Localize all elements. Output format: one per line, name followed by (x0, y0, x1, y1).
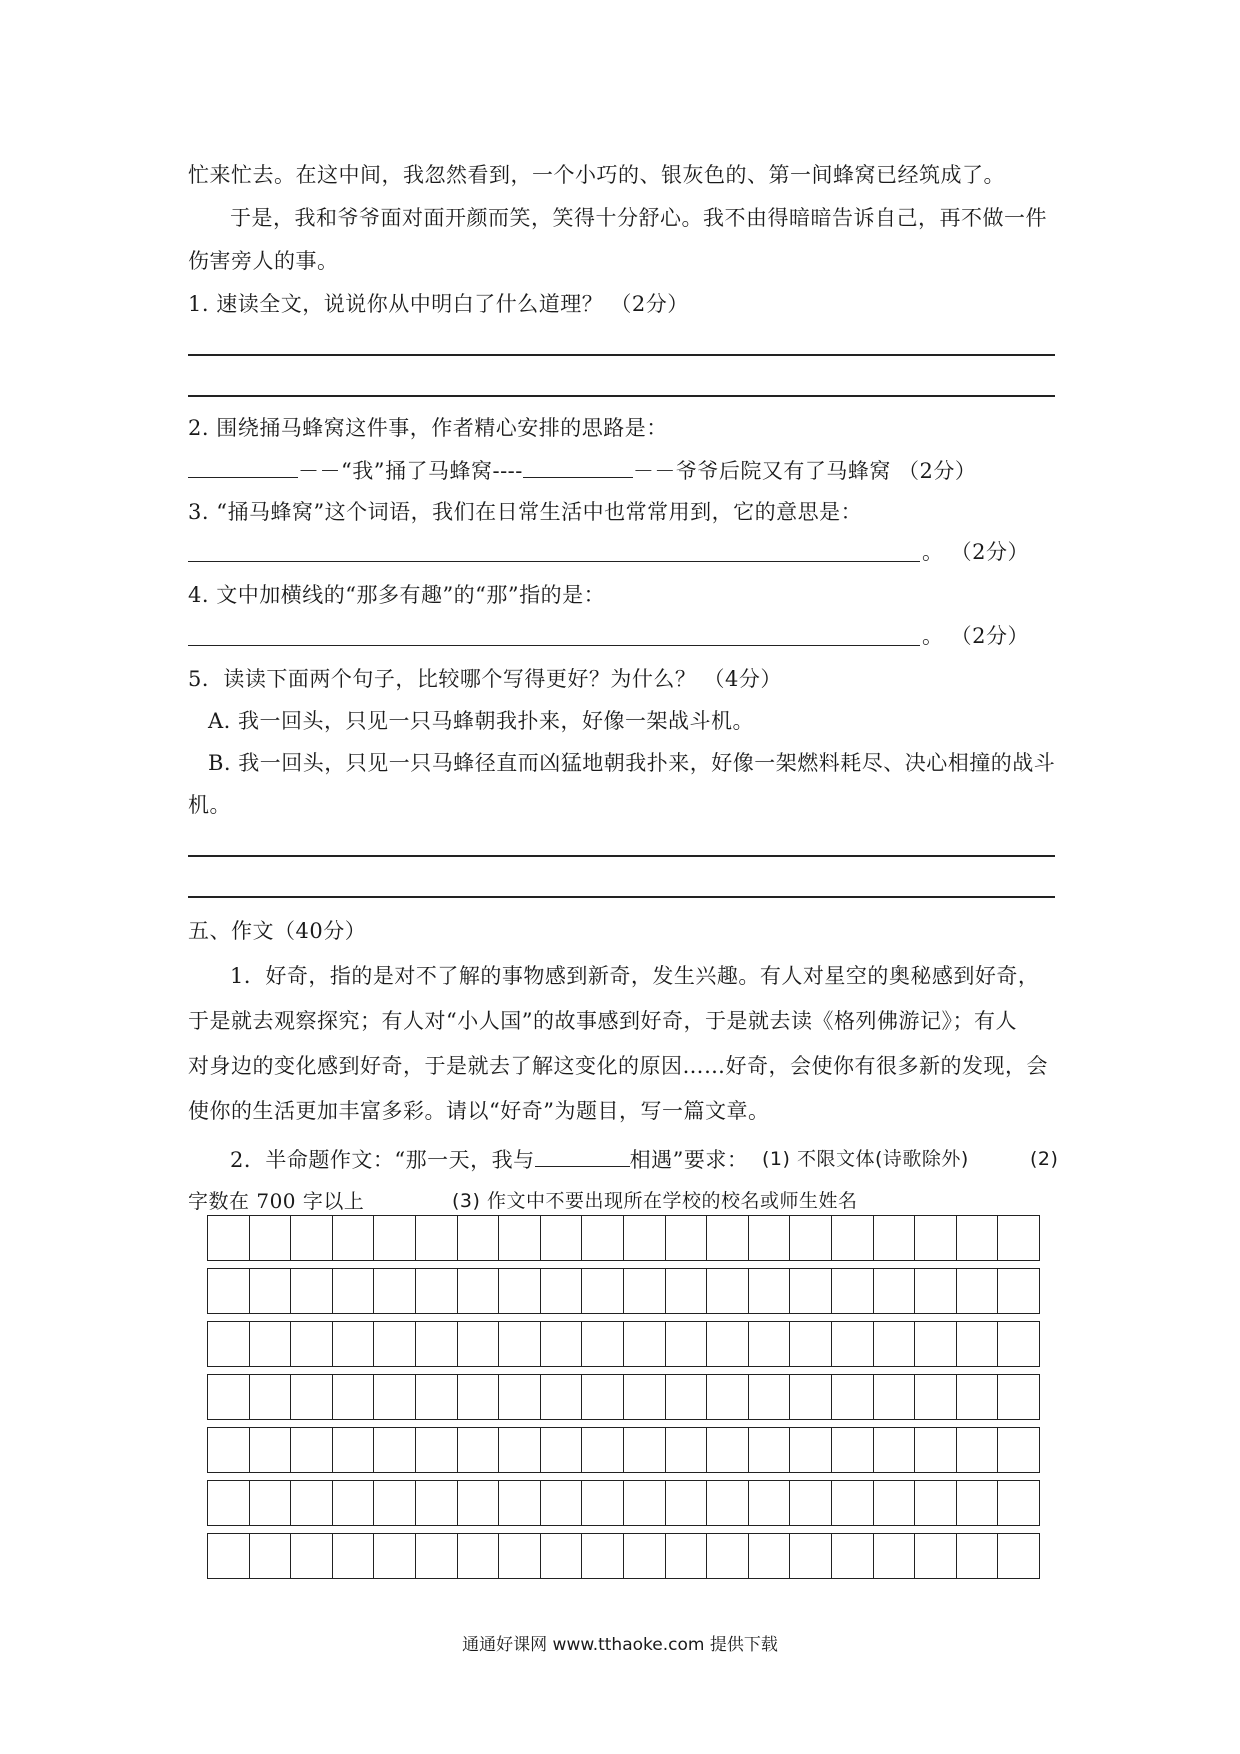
answer-line (188, 896, 1055, 898)
footer-credit: 通通好课网 www.tthaoke.com 提供下载 (462, 1635, 778, 1655)
grid-cell (290, 1269, 332, 1313)
grid-cell (373, 1375, 415, 1419)
grid-cell (207, 1428, 249, 1472)
question-3-score: 。 （2分） (922, 540, 1030, 564)
grid-cell (498, 1322, 540, 1366)
composition-prompt-1-line-4: 使你的生活更加丰富多彩。请以“好奇”为题目，写一篇文章。 (188, 1099, 770, 1123)
grid-cell (789, 1534, 831, 1578)
grid-cell (623, 1428, 665, 1472)
grid-cell (748, 1216, 790, 1260)
question-4-score: 。 （2分） (922, 624, 1030, 648)
grid-cell (748, 1481, 790, 1525)
grid-cell (706, 1322, 748, 1366)
answer-line (188, 395, 1055, 397)
grid-cell (623, 1216, 665, 1260)
grid-cell (290, 1428, 332, 1472)
grid-cell (748, 1269, 790, 1313)
fill-blank (188, 455, 298, 478)
grid-cell (873, 1322, 915, 1366)
requirement-2-number: (2) (1030, 1148, 1059, 1170)
grid-cell (249, 1534, 291, 1578)
grid-cell (665, 1534, 707, 1578)
grid-cell (956, 1534, 998, 1578)
grid-cell (914, 1534, 956, 1578)
grid-cell (249, 1375, 291, 1419)
grid-cell (706, 1375, 748, 1419)
grid-cell (498, 1481, 540, 1525)
sentence-a: A. 我一回头，只见一只马蜂朝我扑来，好像一架战斗机。 (208, 709, 755, 733)
grid-cell (498, 1428, 540, 1472)
grid-cell (706, 1534, 748, 1578)
grid-cell (706, 1269, 748, 1313)
grid-cell (540, 1216, 582, 1260)
grid-row (207, 1480, 1040, 1526)
grid-cell (457, 1375, 499, 1419)
grid-cell (249, 1428, 291, 1472)
answer-line (188, 855, 1055, 857)
grid-cell (831, 1481, 873, 1525)
grid-cell (789, 1216, 831, 1260)
grid-cell (540, 1375, 582, 1419)
grid-cell (415, 1269, 457, 1313)
grid-cell (540, 1428, 582, 1472)
grid-cell (748, 1322, 790, 1366)
question-2-sequence (188, 455, 976, 486)
grid-cell (498, 1269, 540, 1313)
grid-row (207, 1268, 1040, 1314)
grid-cell (997, 1481, 1040, 1525)
grid-cell (789, 1481, 831, 1525)
requirement-3: (3) 作文中不要出现所在学校的校名或师生姓名 (452, 1190, 858, 1212)
grid-cell (332, 1375, 374, 1419)
answer-line (188, 561, 920, 562)
grid-row (207, 1427, 1040, 1473)
composition-prompt-2-line-1 (230, 1144, 748, 1175)
grid-cell (914, 1216, 956, 1260)
grid-cell (373, 1269, 415, 1313)
grid-cell (332, 1428, 374, 1472)
grid-cell (457, 1322, 499, 1366)
grid-cell (373, 1216, 415, 1260)
composition-heading: 五、作文（40分） (188, 919, 367, 943)
grid-cell (623, 1322, 665, 1366)
grid-cell (290, 1375, 332, 1419)
sentence-b-line-1: B. 我一回头，只见一只马蜂径直而凶猛地朝我扑来，好像一架燃料耗尽、决心相撞的战斗 (208, 751, 1056, 775)
grid-cell (623, 1534, 665, 1578)
grid-cell (914, 1481, 956, 1525)
fill-blank (523, 455, 633, 478)
grid-cell (457, 1216, 499, 1260)
grid-row (207, 1533, 1040, 1579)
grid-cell (498, 1216, 540, 1260)
grid-cell (956, 1375, 998, 1419)
grid-cell (789, 1428, 831, 1472)
grid-cell (581, 1216, 623, 1260)
question-2: 2. 围绕捅马蜂窝这件事，作者精心安排的思路是： (188, 416, 668, 440)
grid-cell (332, 1534, 374, 1578)
composition-prompt-2-line-2: 字数在 700 字以上 (188, 1189, 365, 1213)
grid-cell (540, 1269, 582, 1313)
grid-cell (873, 1269, 915, 1313)
grid-cell (373, 1534, 415, 1578)
grid-cell (207, 1269, 249, 1313)
grid-cell (623, 1375, 665, 1419)
prompt-2-mid: 相遇”要求： (629, 1148, 749, 1172)
grid-cell (831, 1534, 873, 1578)
title-blank (535, 1144, 630, 1167)
answer-line (188, 645, 920, 646)
grid-row (207, 1321, 1040, 1367)
grid-cell (415, 1534, 457, 1578)
grid-cell (665, 1216, 707, 1260)
composition-prompt-1-line-2: 于是就去观察探究；有人对“小人国”的故事感到好奇，于是就去读《格列佛游记》；有人 (188, 1009, 1017, 1033)
sentence-b-line-2: 机。 (188, 793, 231, 817)
grid-cell (207, 1481, 249, 1525)
grid-cell (290, 1322, 332, 1366)
passage-line-2: 于是，我和爷爷面对面开颜而笑，笑得十分舒心。我不由得暗暗告诉自己，再不做一件 (230, 206, 1047, 230)
grid-row (207, 1374, 1040, 1420)
grid-cell (540, 1481, 582, 1525)
grid-cell (457, 1481, 499, 1525)
grid-cell (997, 1322, 1040, 1366)
grid-cell (997, 1428, 1040, 1472)
grid-cell (457, 1269, 499, 1313)
grid-cell (665, 1428, 707, 1472)
grid-cell (415, 1375, 457, 1419)
grid-cell (332, 1216, 374, 1260)
grid-cell (623, 1269, 665, 1313)
grid-cell (789, 1322, 831, 1366)
grid-cell (249, 1269, 291, 1313)
grid-cell (873, 1481, 915, 1525)
grid-cell (207, 1375, 249, 1419)
grid-cell (207, 1534, 249, 1578)
grid-cell (997, 1375, 1040, 1419)
composition-prompt-1-line-3: 对身边的变化感到好奇，于是就去了解这变化的原因……好奇，会使你有很多新的发现，会 (188, 1054, 1048, 1078)
grid-cell (789, 1269, 831, 1313)
grid-cell (581, 1428, 623, 1472)
composition-prompt-1-line-1: 1．好奇，指的是对不了解的事物感到新奇，发生兴趣。有人对星空的奥秘感到好奇， (230, 964, 1040, 988)
grid-cell (997, 1216, 1040, 1260)
grid-cell (457, 1428, 499, 1472)
grid-cell (249, 1216, 291, 1260)
question-5: 5．读读下面两个句子，比较哪个写得更好？为什么？ （4分） (188, 667, 782, 691)
grid-cell (789, 1375, 831, 1419)
grid-cell (290, 1534, 332, 1578)
grid-cell (415, 1481, 457, 1525)
grid-cell (373, 1322, 415, 1366)
grid-cell (665, 1375, 707, 1419)
prompt-2-start: 2．半命题作文：“那一天，我与 (230, 1148, 535, 1172)
grid-cell (873, 1375, 915, 1419)
grid-cell (706, 1216, 748, 1260)
grid-cell (831, 1428, 873, 1472)
question-2-mid: －－“我”捅了马蜂窝---- (298, 459, 523, 483)
grid-row (207, 1215, 1040, 1261)
grid-cell (207, 1322, 249, 1366)
grid-cell (748, 1428, 790, 1472)
grid-cell (332, 1269, 374, 1313)
grid-cell (249, 1322, 291, 1366)
answer-line (188, 354, 1055, 356)
grid-cell (914, 1269, 956, 1313)
grid-cell (207, 1216, 249, 1260)
grid-cell (956, 1216, 998, 1260)
grid-cell (581, 1269, 623, 1313)
grid-cell (706, 1481, 748, 1525)
grid-cell (956, 1322, 998, 1366)
grid-cell (540, 1322, 582, 1366)
grid-cell (665, 1481, 707, 1525)
grid-cell (540, 1534, 582, 1578)
grid-cell (332, 1322, 374, 1366)
question-2-end: －－爷爷后院又有了马蜂窝 （2分） (632, 459, 977, 483)
grid-cell (415, 1428, 457, 1472)
passage-line-1: 忙来忙去。在这中间，我忽然看到，一个小巧的、银灰色的、第一间蜂窝已经筑成了。 (188, 163, 1005, 187)
grid-cell (623, 1481, 665, 1525)
grid-cell (706, 1428, 748, 1472)
grid-cell (415, 1216, 457, 1260)
grid-cell (581, 1322, 623, 1366)
grid-cell (956, 1428, 998, 1472)
grid-cell (748, 1375, 790, 1419)
grid-cell (997, 1534, 1040, 1578)
grid-cell (831, 1216, 873, 1260)
grid-cell (748, 1534, 790, 1578)
grid-cell (373, 1428, 415, 1472)
grid-cell (873, 1428, 915, 1472)
grid-cell (498, 1375, 540, 1419)
grid-cell (581, 1534, 623, 1578)
question-3: 3. “捅马蜂窝”这个词语，我们在日常生活中也常常用到，它的意思是： (188, 500, 863, 524)
grid-cell (498, 1534, 540, 1578)
grid-cell (290, 1481, 332, 1525)
grid-cell (831, 1375, 873, 1419)
grid-cell (249, 1481, 291, 1525)
requirement-1: (1) 不限文体(诗歌除外) (762, 1148, 969, 1170)
grid-cell (956, 1269, 998, 1313)
grid-cell (290, 1216, 332, 1260)
grid-cell (665, 1322, 707, 1366)
grid-cell (956, 1481, 998, 1525)
grid-cell (665, 1269, 707, 1313)
grid-cell (332, 1481, 374, 1525)
grid-cell (373, 1481, 415, 1525)
passage-line-3: 伤害旁人的事。 (188, 249, 339, 273)
grid-cell (581, 1375, 623, 1419)
grid-cell (581, 1481, 623, 1525)
grid-cell (997, 1269, 1040, 1313)
grid-cell (831, 1322, 873, 1366)
grid-cell (914, 1375, 956, 1419)
grid-cell (457, 1534, 499, 1578)
grid-cell (914, 1322, 956, 1366)
grid-cell (873, 1534, 915, 1578)
grid-cell (873, 1216, 915, 1260)
grid-cell (914, 1428, 956, 1472)
grid-cell (415, 1322, 457, 1366)
question-4: 4. 文中加横线的“那多有趣”的“那”指的是： (188, 583, 606, 607)
question-1: 1. 速读全文，说说你从中明白了什么道理？ （2分） (188, 292, 689, 316)
grid-cell (831, 1269, 873, 1313)
